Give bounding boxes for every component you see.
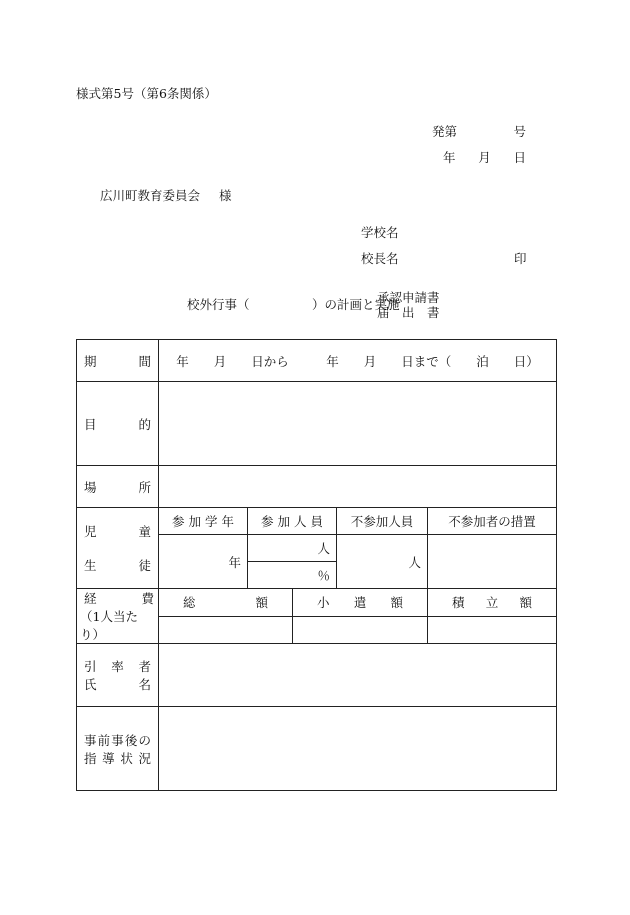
header-non-participants: 不参加人員 [337,508,428,535]
students-header-row [77,508,557,535]
issue-number [432,122,526,140]
header-savings: 積 立 額 [428,589,557,617]
guidance-field[interactable] [159,707,557,791]
place-label: 場 所 [77,466,159,508]
leader-row [77,644,557,707]
issue-suffix: 号 [513,124,526,139]
participants-count-field[interactable]: 人 [248,535,337,562]
leader-label: 引 率 者 氏 名 [77,644,159,707]
cost-label: 経 費 （1人当たり） [77,589,159,644]
purpose-row [77,382,557,466]
document-title: 校外行事（ ）の計画と実施 [187,297,400,312]
grade-field[interactable]: 年 [159,535,248,589]
guidance-row [77,707,557,791]
principal-name-label: 校長名 [361,251,399,266]
savings-field[interactable] [428,616,557,644]
header-pocket-money: 小 遣 額 [293,589,428,617]
absent-count-field[interactable]: 人 [337,535,428,589]
honorific: 様 [219,188,232,203]
addressee: 広川町教育委員会 [100,188,201,203]
application-form-table [76,339,557,791]
date-month: 月 [478,150,491,165]
header-participants: 参 加 人 員 [248,508,337,535]
period-field[interactable]: 年 月 日から 年 月 日まで（ 泊 日） [159,340,557,382]
title-option-application: 承認申請書 [377,290,440,305]
period-row [77,340,557,382]
place-field[interactable] [159,466,557,508]
header-non-participant-measures: 不参加者の措置 [428,508,557,535]
date-year: 年 [443,150,456,165]
place-row [77,466,557,508]
cost-header-row [77,589,557,617]
header-total-cost: 総 額 [159,589,293,617]
date-line [443,148,526,166]
leader-field[interactable] [159,644,557,707]
date-day: 日 [513,150,526,165]
participants-percent-field[interactable]: ％ [248,562,337,589]
issue-prefix: 発第 [432,124,458,139]
header-participating-grade: 参 加 学 年 [159,508,248,535]
students-label: 児 童 生 徒 [77,508,159,589]
purpose-label: 目 的 [77,382,159,466]
school-name-label: 学校名 [361,225,399,240]
seal-mark: 印 [514,251,527,266]
form-number: 様式第5号（第6条関係） [76,86,217,101]
measures-field[interactable] [428,535,557,589]
guidance-label: 事 前 事 後 の 指 導 状 況 [77,707,159,791]
total-cost-field[interactable] [159,616,293,644]
title-option-notification: 届 出 書 [377,305,440,320]
period-label: 期 間 [77,340,159,382]
purpose-field[interactable] [159,382,557,466]
pocket-money-field[interactable] [293,616,428,644]
